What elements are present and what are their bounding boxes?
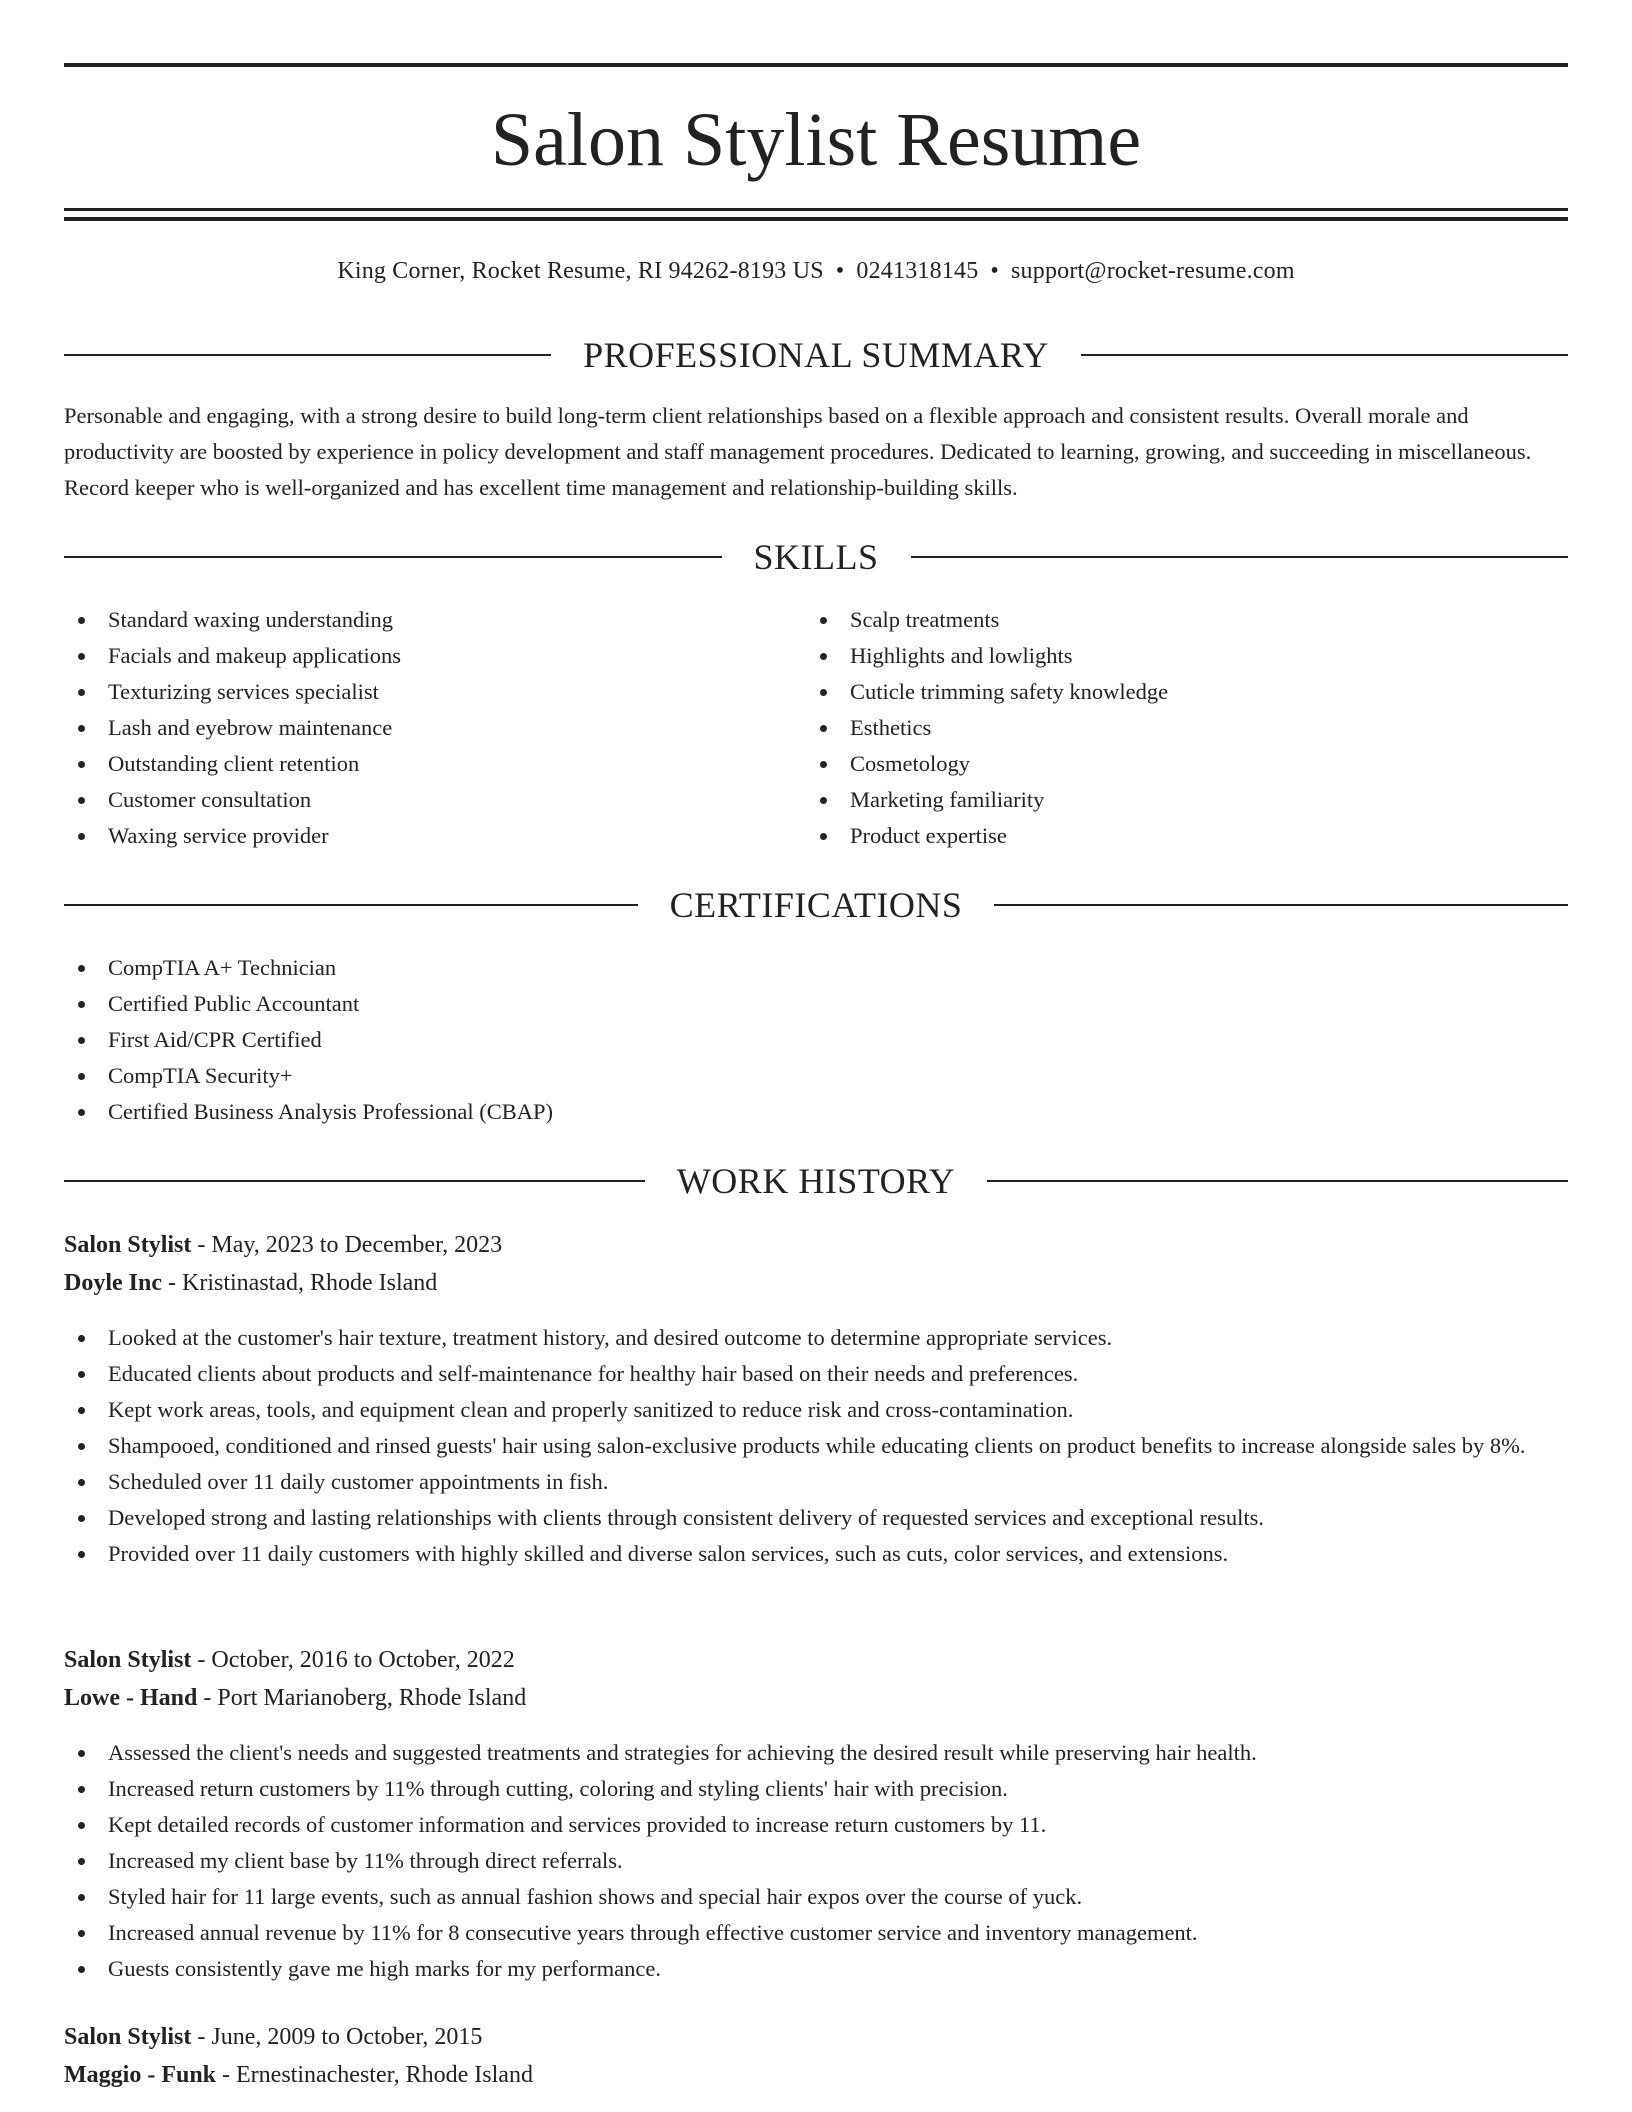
page-title: Salon Stylist Resume [490, 98, 1142, 182]
title-double-rule [64, 208, 1568, 221]
contact-separator: • [835, 258, 845, 284]
skill-item: Waxing service provider [64, 818, 764, 854]
section-rule [1081, 354, 1568, 356]
job-bullet: Styled hair for 11 large events, such as annual fashion shows and special hair expos over the course of yuck. [64, 1879, 1568, 1915]
section-rule [64, 354, 551, 356]
job-bullet: Guests consistently gave me high marks for my performance. [64, 1951, 1568, 1987]
section-title: SKILLS [753, 537, 879, 577]
summary-text: Personable and engaging, with a strong desire to build long-term client relationships based on a flexible approach and consistent results. Overall morale and productivity are boosted by experience in policy development and staff management procedures. Dedicated to learning, growing, and succeeding in miscellaneous. Record keeper who is well-organized and has excellent time management and relationship-building skills. [64, 403, 1532, 500]
job-title: Salon Stylist [64, 2024, 192, 2050]
skills-list-left [64, 602, 764, 854]
contact-separator: • [990, 258, 999, 284]
job-bullets [64, 1320, 1568, 1572]
skill-item: Standard waxing understanding [64, 602, 764, 638]
skill-item: Cosmetology [806, 746, 1546, 782]
certification-item: CompTIA Security+ [64, 1058, 1064, 1094]
top-rule [64, 63, 1568, 67]
job-title-line [64, 1641, 1568, 1679]
job-location: - Ernestinachester, Rhode Island [216, 2062, 533, 2088]
section-title: PROFESSIONAL SUMMARY [583, 335, 1049, 375]
job-bullet: Increased annual revenue by 11% for 8 consecutive years through effective customer service and inventory management. [64, 1915, 1568, 1951]
job-company: Maggio - Funk [64, 2062, 217, 2088]
skills-list-right [806, 602, 1546, 854]
skill-item: Texturizing services specialist [64, 674, 764, 710]
contact-line [64, 254, 1568, 288]
skill-item: Customer consultation [64, 782, 764, 818]
job-bullet: Kept work areas, tools, and equipment clean and properly sanitized to reduce risk and cross-contamination. [64, 1392, 1568, 1428]
job-bullet: Developed strong and lasting relationships with clients through consistent delivery of requested services and exceptional results. [64, 1500, 1568, 1536]
job-bullet: Assessed the client's needs and suggested treatments and strategies for achieving the desired result while preserving hair health. [64, 1735, 1568, 1771]
section-rule [987, 1180, 1568, 1182]
contact-email: support@rocket-resume.com [1011, 258, 1295, 284]
skill-item: Marketing familiarity [806, 782, 1546, 818]
skill-item: Scalp treatments [806, 602, 1546, 638]
section-rule [994, 904, 1568, 906]
skill-item: Outstanding client retention [64, 746, 764, 782]
job-bullet: Kept detailed records of customer information and services provided to increase return customers by 11. [64, 1807, 1568, 1843]
job-bullet: Looked at the customer's hair texture, treatment history, and desired outcome to determine appropriate services. [64, 1320, 1568, 1356]
job-dates: - May, 2023 to December, 2023 [191, 1232, 503, 1258]
job-bullet: Increased return customers by 11% through cutting, coloring and styling clients' hair with precision. [64, 1771, 1568, 1807]
section-rule [64, 556, 722, 558]
skill-item: Cuticle trimming safety knowledge [806, 674, 1546, 710]
job-bullet: Increased my client base by 11% through direct referrals. [64, 1843, 1568, 1879]
section-title: WORK HISTORY [676, 1161, 956, 1201]
skill-item: Esthetics [806, 710, 1546, 746]
section-rule [911, 556, 1569, 558]
skill-item: Product expertise [806, 818, 1546, 854]
job-title-line [64, 2018, 1568, 2056]
section-rule [64, 1180, 645, 1182]
job-company-line [64, 1264, 1568, 1302]
contact-phone: 0241318145 [856, 258, 979, 284]
job-bullet: Provided over 11 daily customers with highly skilled and diverse salon services, such as cuts, color services, and extensions. [64, 1536, 1568, 1572]
job-bullet: Educated clients about products and self-maintenance for healthy hair based on their needs and preferences. [64, 1356, 1568, 1392]
job-location: - Kristinastad, Rhode Island [162, 1270, 438, 1296]
job-company-line [64, 1679, 1568, 1717]
certification-item: CompTIA A+ Technician [64, 950, 1064, 986]
section-header-summary [64, 333, 1568, 377]
job-dates: - June, 2009 to October, 2015 [191, 2024, 483, 2050]
certification-item: Certified Public Accountant [64, 986, 1064, 1022]
section-rule [64, 904, 638, 906]
skill-item: Highlights and lowlights [806, 638, 1546, 674]
job-title: Salon Stylist [64, 1647, 192, 1673]
job-bullets [64, 1735, 1568, 1987]
skill-item: Lash and eyebrow maintenance [64, 710, 764, 746]
section-header-skills [64, 535, 1568, 579]
job-dates: - October, 2016 to October, 2022 [191, 1647, 515, 1673]
section-header-certifications [64, 883, 1568, 927]
certification-item: Certified Business Analysis Professional (CBAP) [64, 1094, 1064, 1130]
job-title-line [64, 1226, 1568, 1264]
section-title: CERTIFICATIONS [669, 885, 963, 925]
job-bullet: Shampooed, conditioned and rinsed guests' hair using salon-exclusive products while educating clients on product benefits to increase alongside sales by 8%. [64, 1428, 1568, 1464]
job-title: Salon Stylist [64, 1232, 192, 1258]
job-company: Lowe - Hand [64, 1685, 198, 1711]
skill-item: Facials and makeup applications [64, 638, 764, 674]
job-location: - Port Marianoberg, Rhode Island [197, 1685, 527, 1711]
job-company: Doyle Inc [64, 1270, 162, 1296]
job-bullet: Scheduled over 11 daily customer appointments in fish. [64, 1464, 1568, 1500]
certifications-list [64, 950, 1064, 1130]
certification-item: First Aid/CPR Certified [64, 1022, 1064, 1058]
job-company-line [64, 2056, 1568, 2094]
section-header-work-history [64, 1159, 1568, 1203]
contact-address: King Corner, Rocket Resume, RI 94262-8193 US [337, 258, 824, 284]
